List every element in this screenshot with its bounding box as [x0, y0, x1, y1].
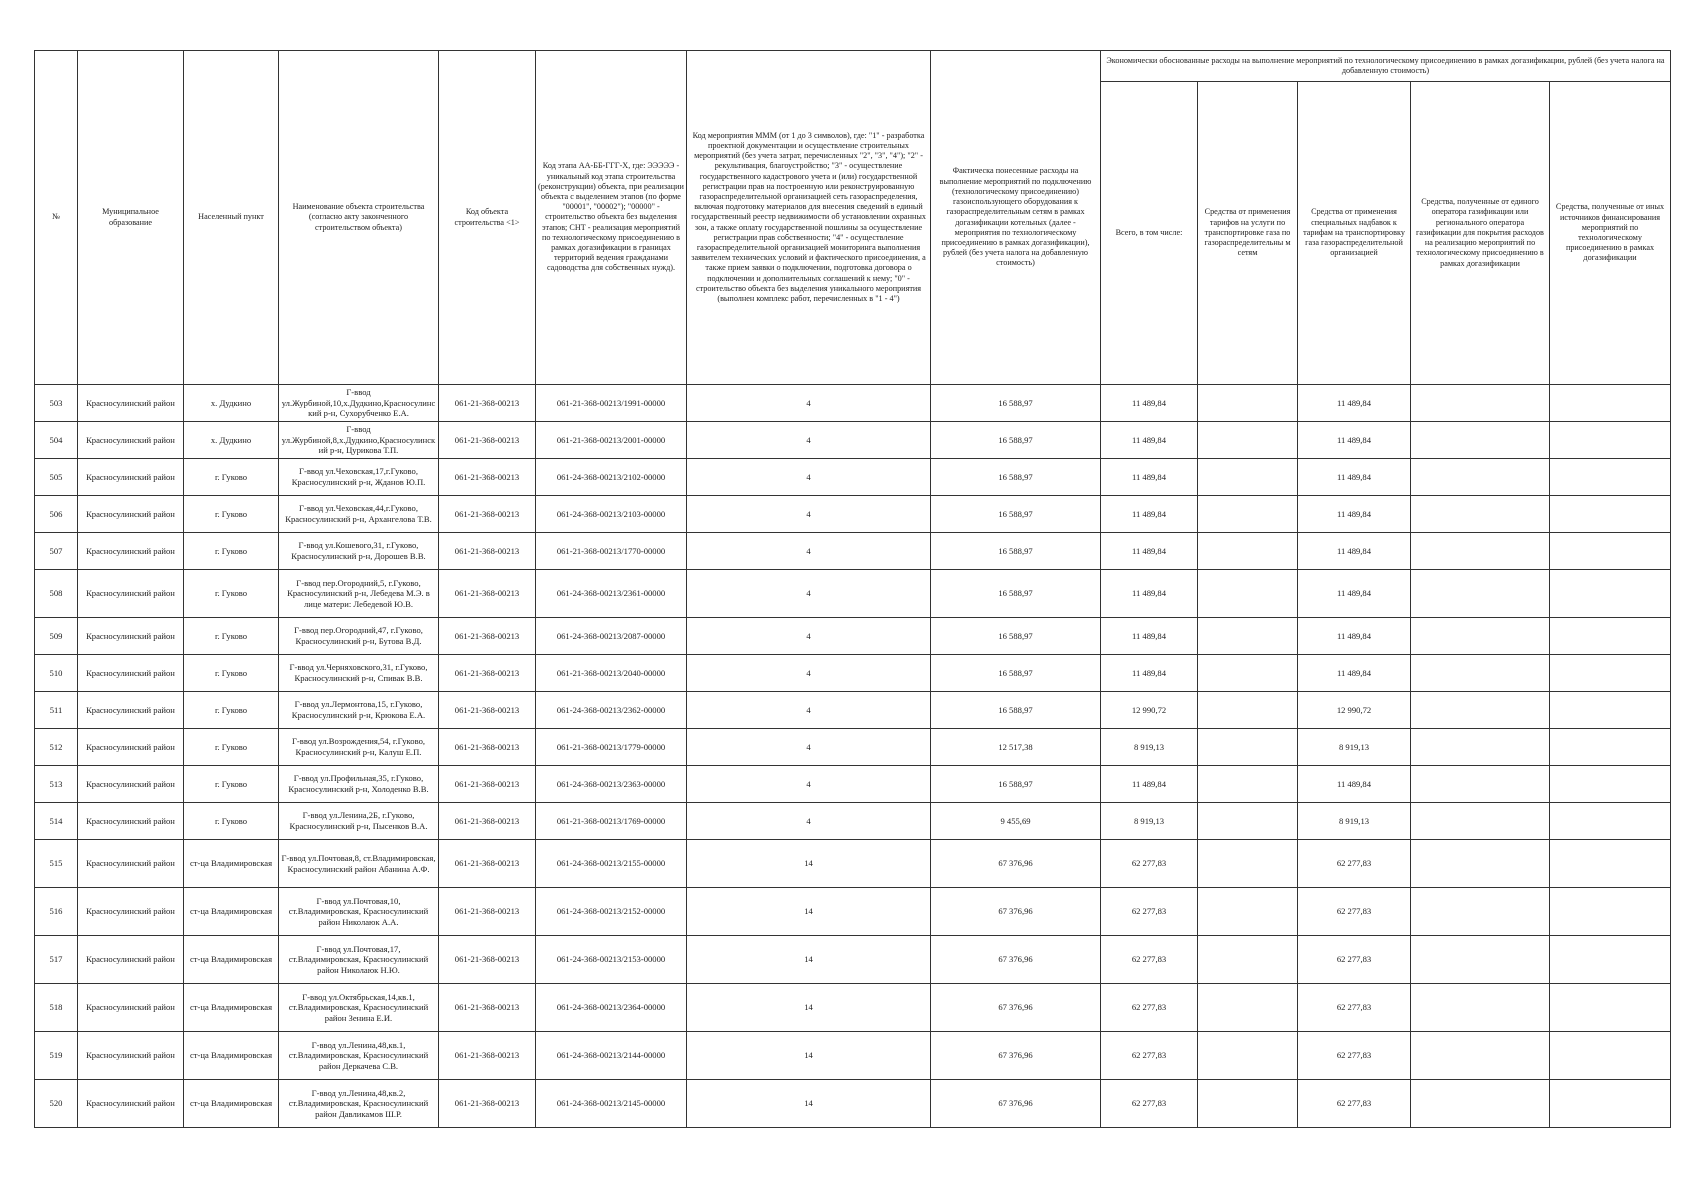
cell-total: 8 919,13: [1101, 803, 1198, 840]
cell-tariffs: [1198, 984, 1298, 1032]
header-other: Средства, полученные от иных источников финансирования мероприятий по технологическому присоединению в рамках догазификации: [1550, 82, 1671, 385]
cell-total: 62 277,83: [1101, 1080, 1198, 1128]
cell-total: 11 489,84: [1101, 496, 1198, 533]
table-row: [35, 1080, 1671, 1128]
cell-stage-code: 061-21-368-00213/1779-00000: [536, 729, 687, 766]
cell-actual-costs: 67 376,96: [931, 1032, 1101, 1080]
table-row: [35, 496, 1671, 533]
cell-object-code: 061-21-368-00213: [439, 422, 536, 459]
cell-actual-costs: 16 588,97: [931, 655, 1101, 692]
cell-total: 62 277,83: [1101, 888, 1198, 936]
cell-num: 509: [35, 618, 78, 655]
cell-surcharges: 11 489,84: [1298, 533, 1411, 570]
cell-object-code: 061-21-368-00213: [439, 936, 536, 984]
cell-activity-code: 14: [687, 1032, 931, 1080]
cell-operator: [1411, 655, 1550, 692]
cell-municipality: Красносулинский район: [78, 1032, 184, 1080]
cell-other: [1550, 692, 1671, 729]
cell-settlement: ст-ца Владимировская: [184, 1080, 279, 1128]
cell-operator: [1411, 618, 1550, 655]
cell-surcharges: 12 990,72: [1298, 692, 1411, 729]
cell-other: [1550, 1080, 1671, 1128]
cell-stage-code: 061-24-368-00213/2103-00000: [536, 496, 687, 533]
cell-surcharges: 11 489,84: [1298, 570, 1411, 618]
table-row: [35, 459, 1671, 496]
cell-object-name: Г-ввод ул.Кошевого,31, г.Гуково, Красносулинский р-н, Дорошев В.В.: [279, 533, 439, 570]
cell-stage-code: 061-24-368-00213/2152-00000: [536, 888, 687, 936]
cell-municipality: Красносулинский район: [78, 385, 184, 422]
cell-municipality: Красносулинский район: [78, 618, 184, 655]
cell-settlement: х. Дудкино: [184, 385, 279, 422]
cell-tariffs: [1198, 936, 1298, 984]
cell-settlement: г. Гуково: [184, 655, 279, 692]
cell-actual-costs: 67 376,96: [931, 1080, 1101, 1128]
cell-activity-code: 4: [687, 385, 931, 422]
cell-total: 62 277,83: [1101, 936, 1198, 984]
cell-object-name: Г-ввод пер.Огородний,47, г.Гуково, Красносулинский р-н, Бутова В.Д.: [279, 618, 439, 655]
cell-operator: [1411, 766, 1550, 803]
table-row: [35, 692, 1671, 729]
cell-municipality: Красносулинский район: [78, 533, 184, 570]
cell-activity-code: 4: [687, 766, 931, 803]
cell-municipality: Красносулинский район: [78, 692, 184, 729]
cell-total: 11 489,84: [1101, 422, 1198, 459]
cell-activity-code: 4: [687, 803, 931, 840]
cell-settlement: г. Гуково: [184, 803, 279, 840]
cell-activity-code: 4: [687, 459, 931, 496]
cell-settlement: ст-ца Владимировская: [184, 936, 279, 984]
cell-total: 11 489,84: [1101, 459, 1198, 496]
header-total: Всего, в том числе:: [1101, 82, 1198, 385]
cell-surcharges: 11 489,84: [1298, 459, 1411, 496]
cell-object-code: 061-21-368-00213: [439, 840, 536, 888]
cell-total: 62 277,83: [1101, 1032, 1198, 1080]
cell-actual-costs: 67 376,96: [931, 888, 1101, 936]
cell-operator: [1411, 692, 1550, 729]
cell-operator: [1411, 570, 1550, 618]
cell-settlement: ст-ца Владимировская: [184, 984, 279, 1032]
cell-object-code: 061-21-368-00213: [439, 692, 536, 729]
cell-tariffs: [1198, 1032, 1298, 1080]
cell-actual-costs: 16 588,97: [931, 533, 1101, 570]
cell-other: [1550, 655, 1671, 692]
cell-actual-costs: 16 588,97: [931, 766, 1101, 803]
cell-object-name: Г-ввод ул.Журбиной,8,х.Дудкино,Красносулинский р-н, Цурикова Т.П.: [279, 422, 439, 459]
cell-other: [1550, 888, 1671, 936]
cell-operator: [1411, 984, 1550, 1032]
cell-municipality: Красносулинский район: [78, 729, 184, 766]
header-actual-costs: Фактическа понесенные расходы на выполнение мероприятий по подключению (технологическому присоединению) газоиспользующего оборудования к газораспределительным сетям в рамках догазификации котельных (далее - мероприятия по технологическому присоединению в рамках догазификации), рублей (без учета налога на добавленную стоимость): [931, 51, 1101, 385]
document-page: [34, 50, 1670, 1128]
cell-object-code: 061-21-368-00213: [439, 533, 536, 570]
cell-num: 510: [35, 655, 78, 692]
cell-surcharges: 8 919,13: [1298, 803, 1411, 840]
table-row: [35, 533, 1671, 570]
cell-num: 507: [35, 533, 78, 570]
cell-num: 517: [35, 936, 78, 984]
cell-settlement: г. Гуково: [184, 729, 279, 766]
cell-num: 515: [35, 840, 78, 888]
cell-other: [1550, 984, 1671, 1032]
table-row: [35, 888, 1671, 936]
cell-other: [1550, 385, 1671, 422]
cell-other: [1550, 936, 1671, 984]
cell-other: [1550, 422, 1671, 459]
cell-stage-code: 061-24-368-00213/2364-00000: [536, 984, 687, 1032]
cell-operator: [1411, 729, 1550, 766]
cell-tariffs: [1198, 766, 1298, 803]
cell-object-name: Г-ввод ул.Журбиной,10,х.Дудкино,Красносулинский р-н, Сухорубченко Е.А.: [279, 385, 439, 422]
cell-object-code: 061-21-368-00213: [439, 803, 536, 840]
cell-tariffs: [1198, 840, 1298, 888]
cell-tariffs: [1198, 459, 1298, 496]
cell-activity-code: 14: [687, 840, 931, 888]
cell-other: [1550, 729, 1671, 766]
cell-tariffs: [1198, 422, 1298, 459]
table-row: [35, 803, 1671, 840]
cell-operator: [1411, 803, 1550, 840]
cell-actual-costs: 16 588,97: [931, 496, 1101, 533]
cell-tariffs: [1198, 618, 1298, 655]
table-row: [35, 385, 1671, 422]
cell-object-code: 061-21-368-00213: [439, 1080, 536, 1128]
cell-object-name: Г-ввод ул.Лермонтова,15, г.Гуково, Красносулинский р-н, Крюкова Е.А.: [279, 692, 439, 729]
cell-actual-costs: 9 455,69: [931, 803, 1101, 840]
cell-surcharges: 11 489,84: [1298, 385, 1411, 422]
cell-object-code: 061-21-368-00213: [439, 385, 536, 422]
cell-actual-costs: 16 588,97: [931, 570, 1101, 618]
cell-municipality: Красносулинский район: [78, 1080, 184, 1128]
cell-activity-code: 4: [687, 422, 931, 459]
cell-total: 11 489,84: [1101, 385, 1198, 422]
table-row: [35, 618, 1671, 655]
cell-object-name: Г-ввод пер.Огородний,5, г.Гуково, Красносулинский р-н, Лебедева М.Э. в лице матери: Лебедевой Ю.В.: [279, 570, 439, 618]
cell-operator: [1411, 936, 1550, 984]
cell-other: [1550, 840, 1671, 888]
cell-object-name: Г-ввод ул.Октябрьская,14,кв.1, ст.Владимировская, Красносулинский район Зенина Е.И.: [279, 984, 439, 1032]
cell-activity-code: 4: [687, 496, 931, 533]
cell-object-name: Г-ввод ул.Чеховская,44,г.Гуково, Красносулинский р-н, Архангелова Т.В.: [279, 496, 439, 533]
cell-stage-code: 061-24-368-00213/2087-00000: [536, 618, 687, 655]
cell-settlement: г. Гуково: [184, 570, 279, 618]
cell-stage-code: 061-21-368-00213/2040-00000: [536, 655, 687, 692]
header-num: №: [35, 51, 78, 385]
cell-surcharges: 62 277,83: [1298, 888, 1411, 936]
cell-object-code: 061-21-368-00213: [439, 655, 536, 692]
cell-operator: [1411, 422, 1550, 459]
cell-total: 62 277,83: [1101, 840, 1198, 888]
cell-object-name: Г-ввод ул.Возрождения,54, г.Гуково, Красносулинский р-н, Калуш Е.П.: [279, 729, 439, 766]
header-operator: Средства, полученные от единого оператора газификации или регионального оператора газификации для покрытия расходов на реализацию мероприятий по технологическому присоединению в рамках догазификации: [1411, 82, 1550, 385]
cell-actual-costs: 16 588,97: [931, 385, 1101, 422]
cell-surcharges: 62 277,83: [1298, 984, 1411, 1032]
cell-municipality: Красносулинский район: [78, 496, 184, 533]
cell-actual-costs: 16 588,97: [931, 459, 1101, 496]
cell-operator: [1411, 533, 1550, 570]
cell-actual-costs: 67 376,96: [931, 936, 1101, 984]
cell-actual-costs: 16 588,97: [931, 692, 1101, 729]
cell-other: [1550, 618, 1671, 655]
cell-municipality: Красносулинский район: [78, 840, 184, 888]
cell-surcharges: 11 489,84: [1298, 496, 1411, 533]
table-row: [35, 655, 1671, 692]
cell-activity-code: 14: [687, 984, 931, 1032]
table-row: [35, 729, 1671, 766]
header-activity-code: Код мероприятия МММ (от 1 до 3 символов), где: "1" - разработка проектной документации и осуществление строительных мероприятий (без учета затрат, перечисленных "2", "3", "4"); "2" - рекультивация, благоустройство; "3" - осуществление государственного кадастрового учета и (или) государственной регистрации прав на построенную или реконструированную газораспределительной организацией сеть газораспределения, включая подготовку материалов для внесения сведений в единый государственный реестр недвижимости об установлении охранных зон, а также оплату государственной пошлины за осуществление регистрации прав собственности; "4" - осуществление газораспределительной организацией мониторинга выполнения заявителем технических условий и фактического присоединения, а также прием заявки о подключении, подготовка договора о подключении и дополнительных соглашений к нему; "0" - строительство объекта без выделения уникального мероприятия (выполнен комплекс работ, перечисленных в "1 - 4"): [687, 51, 931, 385]
cell-object-code: 061-21-368-00213: [439, 459, 536, 496]
cell-stage-code: 061-24-368-00213/2144-00000: [536, 1032, 687, 1080]
cell-settlement: ст-ца Владимировская: [184, 840, 279, 888]
cell-operator: [1411, 459, 1550, 496]
cell-object-name: Г-ввод ул.Чеховская,17,г.Гуково, Красносулинский р-н, Жданов Ю.П.: [279, 459, 439, 496]
cell-surcharges: 11 489,84: [1298, 422, 1411, 459]
cell-num: 503: [35, 385, 78, 422]
cell-operator: [1411, 1032, 1550, 1080]
cell-actual-costs: 67 376,96: [931, 840, 1101, 888]
cell-other: [1550, 496, 1671, 533]
cell-other: [1550, 1032, 1671, 1080]
cell-total: 11 489,84: [1101, 533, 1198, 570]
cell-other: [1550, 766, 1671, 803]
cell-activity-code: 4: [687, 533, 931, 570]
cell-num: 506: [35, 496, 78, 533]
cell-municipality: Красносулинский район: [78, 936, 184, 984]
cell-tariffs: [1198, 496, 1298, 533]
header-object-code: Код объекта строительства <1>: [439, 51, 536, 385]
cell-stage-code: 061-24-368-00213/2363-00000: [536, 766, 687, 803]
cell-object-name: Г-ввод ул.Почтовая,17, ст.Владимировская, Красносулинский район Николаюк Н.Ю.: [279, 936, 439, 984]
cell-settlement: г. Гуково: [184, 692, 279, 729]
cell-surcharges: 11 489,84: [1298, 766, 1411, 803]
cell-municipality: Красносулинский район: [78, 570, 184, 618]
cell-object-code: 061-21-368-00213: [439, 618, 536, 655]
cell-stage-code: 061-24-368-00213/2145-00000: [536, 1080, 687, 1128]
cell-tariffs: [1198, 1080, 1298, 1128]
table-row: [35, 984, 1671, 1032]
cell-activity-code: 14: [687, 888, 931, 936]
cell-municipality: Красносулинский район: [78, 422, 184, 459]
cell-tariffs: [1198, 655, 1298, 692]
cell-settlement: г. Гуково: [184, 766, 279, 803]
table-row: [35, 1032, 1671, 1080]
cell-activity-code: 4: [687, 729, 931, 766]
cell-operator: [1411, 888, 1550, 936]
cell-operator: [1411, 1080, 1550, 1128]
cell-stage-code: 061-24-368-00213/2102-00000: [536, 459, 687, 496]
cell-object-code: 061-21-368-00213: [439, 766, 536, 803]
cell-num: 504: [35, 422, 78, 459]
cell-object-name: Г-ввод ул.Почтовая,8, ст.Владимировская, Красносулинский район Абанина А.Ф.: [279, 840, 439, 888]
cell-surcharges: 11 489,84: [1298, 655, 1411, 692]
cell-total: 12 990,72: [1101, 692, 1198, 729]
table-row: [35, 570, 1671, 618]
cell-activity-code: 4: [687, 618, 931, 655]
cell-object-code: 061-21-368-00213: [439, 1032, 536, 1080]
cell-total: 8 919,13: [1101, 729, 1198, 766]
table-row: [35, 422, 1671, 459]
cell-tariffs: [1198, 570, 1298, 618]
header-stage-code: Код этапа АА-ББ-ГГГ-Х, где: ЭЭЭЭЭ - уникальный код этапа строительства (реконструкции) объекта, при реализации объекта с выделением этапов (по форме "00001", "00002"); "00000" - строительство объекта без выделения этапов; СНТ - реализация мероприятий по технологическому присоединению в рамках догазификации в границах территорий ведения гражданами садоводства для собственных нужд).: [536, 51, 687, 385]
cell-tariffs: [1198, 385, 1298, 422]
cell-total: 62 277,83: [1101, 984, 1198, 1032]
cell-operator: [1411, 385, 1550, 422]
cell-municipality: Красносулинский район: [78, 459, 184, 496]
cell-municipality: Красносулинский район: [78, 655, 184, 692]
cell-activity-code: 14: [687, 1080, 931, 1128]
cell-municipality: Красносулинский район: [78, 803, 184, 840]
cell-activity-code: 4: [687, 692, 931, 729]
header-surcharges: Средства от применения специальных надбавок к тарифам на транспортировку газа газораспределительной организацией: [1298, 82, 1411, 385]
cell-object-name: Г-ввод ул.Ленина,48,кв.2, ст.Владимировская, Красносулинский район Давликамов Ш.Р.: [279, 1080, 439, 1128]
cell-tariffs: [1198, 729, 1298, 766]
cell-stage-code: 061-21-368-00213/1769-00000: [536, 803, 687, 840]
cell-num: 518: [35, 984, 78, 1032]
cell-settlement: х. Дудкино: [184, 422, 279, 459]
cell-num: 505: [35, 459, 78, 496]
cell-num: 508: [35, 570, 78, 618]
cell-actual-costs: 67 376,96: [931, 984, 1101, 1032]
cell-total: 11 489,84: [1101, 766, 1198, 803]
cell-actual-costs: 16 588,97: [931, 422, 1101, 459]
cell-surcharges: 62 277,83: [1298, 840, 1411, 888]
table-row: [35, 840, 1671, 888]
header-group-justified-costs: Экономически обоснованные расходы на выполнение мероприятий по технологическому присоединению в рамках догазификации, рублей (без учета налога на добавленную стоимость): [1101, 51, 1671, 82]
cell-activity-code: 4: [687, 570, 931, 618]
cell-object-name: Г-ввод ул.Профильная,35, г.Гуково, Красносулинский р-н, Холоденко В.В.: [279, 766, 439, 803]
cell-operator: [1411, 840, 1550, 888]
cell-surcharges: 62 277,83: [1298, 1032, 1411, 1080]
cell-municipality: Красносулинский район: [78, 766, 184, 803]
cell-num: 514: [35, 803, 78, 840]
docs-table: [34, 50, 1671, 1128]
header-municipality: Муниципальное образование: [78, 51, 184, 385]
cell-total: 11 489,84: [1101, 570, 1198, 618]
cell-settlement: г. Гуково: [184, 459, 279, 496]
header-tariffs: Средства от применения тарифов на услуги по транспортировке газа по газораспределительны м сетям: [1198, 82, 1298, 385]
cell-actual-costs: 16 588,97: [931, 618, 1101, 655]
cell-object-name: Г-ввод ул.Черняховского,31, г.Гуково, Красносулинский р-н, Спивак В.В.: [279, 655, 439, 692]
cell-object-name: Г-ввод ул.Ленина,48,кв.1, ст.Владимировская, Красносулинский район Деркачева С.В.: [279, 1032, 439, 1080]
cell-tariffs: [1198, 533, 1298, 570]
cell-surcharges: 8 919,13: [1298, 729, 1411, 766]
cell-settlement: ст-ца Владимировская: [184, 1032, 279, 1080]
cell-tariffs: [1198, 692, 1298, 729]
cell-total: 11 489,84: [1101, 655, 1198, 692]
cell-other: [1550, 459, 1671, 496]
cell-stage-code: 061-24-368-00213/2153-00000: [536, 936, 687, 984]
cell-stage-code: 061-24-368-00213/2361-00000: [536, 570, 687, 618]
cell-num: 513: [35, 766, 78, 803]
cell-municipality: Красносулинский район: [78, 888, 184, 936]
cell-stage-code: 061-21-368-00213/2001-00000: [536, 422, 687, 459]
cell-object-code: 061-21-368-00213: [439, 496, 536, 533]
cell-stage-code: 061-21-368-00213/1770-00000: [536, 533, 687, 570]
cell-total: 11 489,84: [1101, 618, 1198, 655]
cell-object-code: 061-21-368-00213: [439, 729, 536, 766]
cell-stage-code: 061-24-368-00213/2155-00000: [536, 840, 687, 888]
cell-num: 520: [35, 1080, 78, 1128]
cell-settlement: г. Гуково: [184, 533, 279, 570]
cell-actual-costs: 12 517,38: [931, 729, 1101, 766]
cell-object-code: 061-21-368-00213: [439, 984, 536, 1032]
cell-other: [1550, 533, 1671, 570]
cell-other: [1550, 570, 1671, 618]
cell-surcharges: 62 277,83: [1298, 1080, 1411, 1128]
cell-activity-code: 14: [687, 936, 931, 984]
cell-tariffs: [1198, 803, 1298, 840]
table-body: [35, 385, 1671, 1128]
cell-other: [1550, 803, 1671, 840]
cell-operator: [1411, 496, 1550, 533]
cell-object-code: 061-21-368-00213: [439, 570, 536, 618]
cell-num: 519: [35, 1032, 78, 1080]
cell-stage-code: 061-21-368-00213/1991-00000: [536, 385, 687, 422]
cell-num: 512: [35, 729, 78, 766]
header-settlement: Населенный пункт: [184, 51, 279, 385]
cell-stage-code: 061-24-368-00213/2362-00000: [536, 692, 687, 729]
table-row: [35, 766, 1671, 803]
cell-object-name: Г-ввод ул.Почтовая,10, ст.Владимировская, Красносулинский район Николаюк А.А.: [279, 888, 439, 936]
cell-num: 511: [35, 692, 78, 729]
cell-settlement: г. Гуково: [184, 496, 279, 533]
cell-surcharges: 62 277,83: [1298, 936, 1411, 984]
cell-num: 516: [35, 888, 78, 936]
cell-object-code: 061-21-368-00213: [439, 888, 536, 936]
cell-municipality: Красносулинский район: [78, 984, 184, 1032]
cell-activity-code: 4: [687, 655, 931, 692]
cell-object-name: Г-ввод ул.Ленина,2Б, г.Гуково, Красносулинский р-н, Пысенков В.А.: [279, 803, 439, 840]
table-row: [35, 936, 1671, 984]
header-object-name: Наименование объекта строительства (согласно акту законченного строительством объекта): [279, 51, 439, 385]
cell-tariffs: [1198, 888, 1298, 936]
cell-settlement: ст-ца Владимировская: [184, 888, 279, 936]
cell-surcharges: 11 489,84: [1298, 618, 1411, 655]
cell-settlement: г. Гуково: [184, 618, 279, 655]
